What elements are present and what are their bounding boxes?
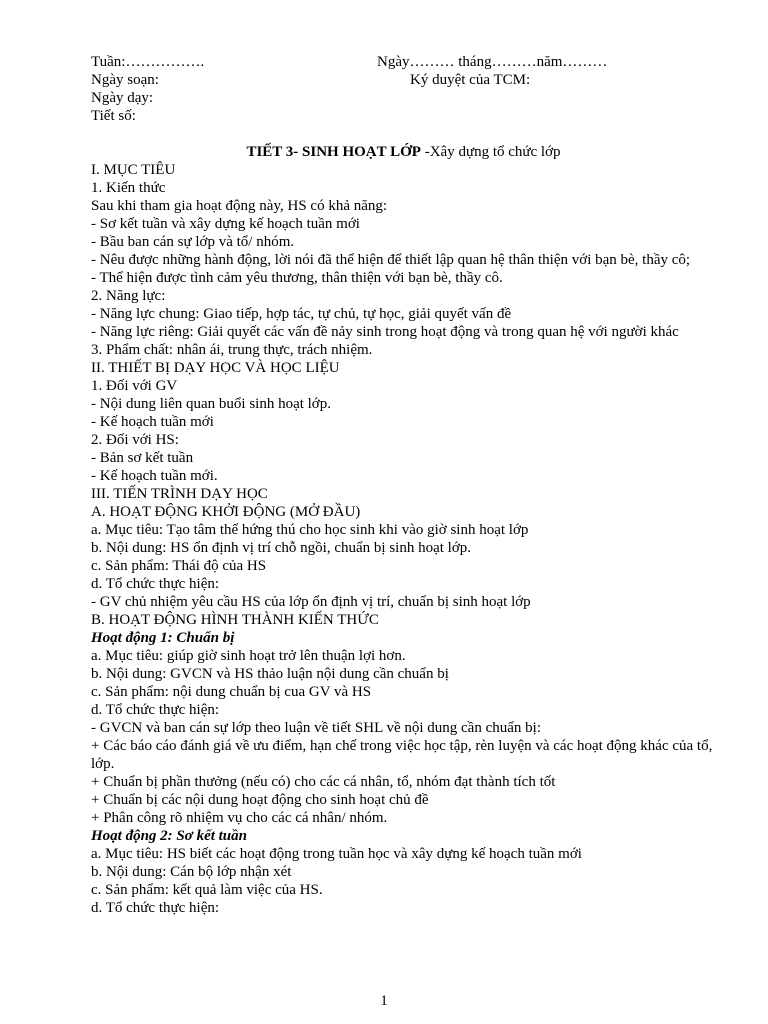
section-heading: A. HOẠT ĐỘNG KHỞI ĐỘNG (MỞ ĐẦU) (91, 504, 361, 520)
list-item: + Chuẩn bị phần thưởng (nếu có) cho các cá nhân, tổ, nhóm đạt thành tích tốt (91, 774, 556, 790)
header-ngay-soan: Ngày soạn: (91, 72, 159, 88)
subsection-heading: 2. Đối với HS: (91, 432, 179, 448)
section-heading: II. THIẾT BỊ DẠY HỌC VÀ HỌC LIỆU (91, 360, 340, 376)
section-heading: III. TIẾN TRÌNH DẠY HỌC (91, 486, 268, 502)
list-item: d. Tổ chức thực hiện: (91, 900, 220, 916)
activity-heading: Hoạt động 1: Chuẩn bị (91, 630, 235, 646)
list-item: + Các báo cáo đánh giá về ưu điểm, hạn chế trong việc học tập, rèn luyện và các hoạt động khác của tổ, lớp. (91, 738, 713, 772)
list-item: - Bản sơ kết tuần (91, 450, 194, 466)
header-tiet-so: Tiết số: (91, 108, 136, 124)
subsection-heading: 1. Kiến thức (91, 180, 166, 196)
list-item: - Nêu được những hành động, lời nói đã thể hiện để thiết lập quan hệ thân thiện với bạn bè, thầy cô; (91, 252, 691, 268)
list-item: b. Nội dung: Cán bộ lớp nhận xét (91, 864, 292, 880)
list-item: a. Mục tiêu: Tạo tâm thế hứng thú cho học sinh khi vào giờ sinh hoạt lớp (91, 522, 529, 538)
list-item: - GV chủ nhiệm yêu cầu HS của lớp ổn định vị trí, chuẩn bị sinh hoạt lớp (91, 594, 531, 610)
page-number: 1 (380, 993, 388, 1009)
list-item: d. Tổ chức thực hiện: (91, 576, 220, 592)
list-item: + Phân công rõ nhiệm vụ cho các cá nhân/ nhóm. (91, 810, 388, 826)
subsection-heading: 2. Năng lực: (91, 288, 166, 304)
list-item: a. Mục tiêu: HS biết các hoạt động trong tuần học và xây dựng kế hoạch tuần mới (91, 846, 582, 862)
section-heading: B. HOẠT ĐỘNG HÌNH THÀNH KIẾN THỨC (91, 612, 379, 628)
list-item: b. Nội dung: HS ổn định vị trí chỗ ngồi, chuẩn bị sinh hoạt lớp. (91, 540, 471, 556)
list-item: - Nội dung liên quan buổi sinh hoạt lớp. (91, 396, 331, 412)
lesson-title-rest: -Xây dựng tổ chức lớp (420, 144, 561, 160)
subsection-heading: 1. Đối với GV (91, 378, 178, 394)
lesson-title (91, 143, 716, 161)
header-ngay-day: Ngày dạy: (91, 90, 154, 106)
section-heading: I. MỤC TIÊU (91, 162, 176, 178)
header-date: Ngày……… tháng………năm……… (377, 54, 608, 70)
list-item: - Năng lực chung: Giao tiếp, hợp tác, tự chủ, tự học, giải quyết vấn đề (91, 306, 512, 322)
paragraph: Sau khi tham gia hoạt động này, HS có khả năng: (91, 198, 388, 214)
list-item: - Kế hoạch tuần mới. (91, 468, 218, 484)
activity-heading: Hoạt động 2: Sơ kết tuần (91, 828, 247, 844)
list-item: d. Tổ chức thực hiện: (91, 702, 220, 718)
lesson-title-bold: TIẾT 3- SINH HOẠT LỚP (246, 144, 421, 160)
list-item: a. Mục tiêu: giúp giờ sinh hoạt trở lên thuận lợi hơn. (91, 648, 406, 664)
header-ky-duyet: Ký duyệt của TCM: (410, 72, 531, 88)
header-tuan: Tuần:……………. (91, 54, 205, 70)
list-item: - Thể hiện được tình cảm yêu thương, thân thiện với bạn bè, thầy cô. (91, 270, 503, 286)
list-item: c. Sản phẩm: nội dung chuẩn bị cua GV và HS (91, 684, 372, 700)
subsection-heading: 3. Phẩm chất: nhân ái, trung thực, trách nhiệm. (91, 342, 373, 358)
list-item: + Chuẩn bị các nội dung hoạt động cho sinh hoạt chủ đề (91, 792, 429, 808)
list-item: c. Sản phẩm: Thái độ của HS (91, 558, 267, 574)
list-item: - Bầu ban cán sự lớp và tổ/ nhóm. (91, 234, 295, 250)
list-item: - Kế hoạch tuần mới (91, 414, 214, 430)
list-item: - Sơ kết tuần và xây dựng kế hoạch tuần mới (91, 216, 360, 232)
document-body (91, 161, 716, 917)
list-item: - GVCN và ban cán sự lớp theo luận về tiết SHL về nội dung cần chuẩn bị: (91, 720, 541, 736)
list-item: - Năng lực riêng: Giải quyết các vấn đề nảy sinh trong hoạt động và trong quan hệ với người khác (91, 324, 679, 340)
list-item: b. Nội dung: GVCN và HS thảo luận nội dung cần chuẩn bị (91, 666, 449, 682)
list-item: c. Sản phẩm: kết quả làm việc của HS. (91, 882, 323, 898)
